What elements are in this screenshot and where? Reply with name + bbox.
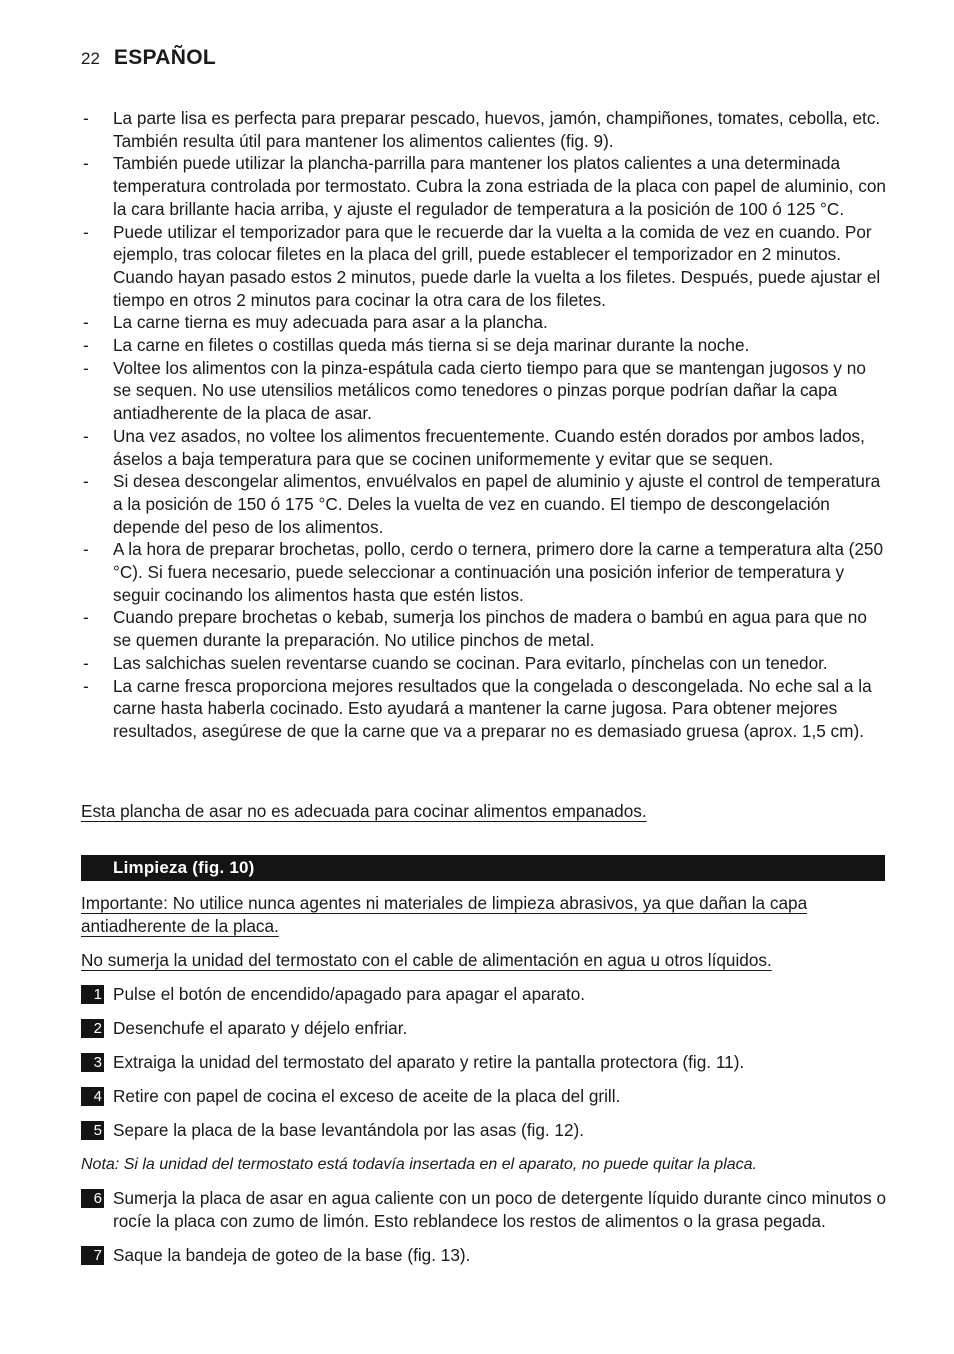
tip-text: Voltee los alimentos con la pinza-espátula cada cierto tiempo para que se mantengan jugosos y no se sequen. No use utensilios metálicos como tenedores o pinzas porque podrían dañar la capa antiadherente de la placa de asar. [113, 357, 866, 424]
step-text: Pulse el botón de encendido/apagado para apagar el aparato. [113, 984, 586, 1004]
step-number: 6 [81, 1189, 104, 1208]
warning-immerse-text: No sumerja la unidad del termostato con el cable de alimentación en agua u otros líquidos. [81, 950, 772, 970]
cleaning-steps [81, 983, 887, 1142]
step-item [81, 1187, 887, 1232]
step-number: 4 [81, 1087, 104, 1106]
page-header [81, 46, 216, 74]
list-item [81, 152, 887, 220]
dash-bullet: - [83, 312, 89, 333]
list-item [81, 675, 887, 743]
dash-bullet: - [83, 221, 89, 242]
tip-text: Una vez asados, no voltee los alimentos frecuentemente. Cuando estén dorados por ambos lados, áselos a baja temperatura para que se cocinen uniformemente y evitar que se sequen. [113, 425, 865, 469]
page-number: 22 [81, 49, 100, 68]
list-item [81, 538, 887, 606]
warning-immerse [81, 949, 887, 972]
step-item [81, 1017, 887, 1040]
list-item [81, 470, 887, 538]
tip-text: La carne tierna es muy adecuada para asar a la plancha. [113, 312, 548, 333]
tip-text: Si desea descongelar alimentos, envuélvalos en papel de aluminio y ajuste el control de temperatura a la posición de 150 ó 175 °C. Deles la vuelta de vez en cuando. El tiempo de descongelación depende del peso de los alimentos. [113, 471, 881, 537]
tip-text: La carne fresca proporciona mejores resultados que la congelada o descongelada. No eche sal a la carne hasta haberla cocinado. Esto ayudará a mantener la carne jugosa. Para obtener mejores resultados, asegúrese de que la carne que va a preparar no es demasiado gruesa (aprox. 1,5 cm). [113, 675, 872, 741]
step-number: 1 [81, 985, 104, 1004]
tip-text: Puede utilizar el temporizador para que le recuerde dar la vuelta a la comida de vez en cuando. Por ejemplo, tras colocar filetes en la placa del grill, puede establecer el temporizador en 2 minutos. Cuando hayan pasado estos 2 minutos, puede darle la vuelta a los filetes. Después, puede ajustar el tiempo en otros 2 minutos para cocinar la otra cara de los filetes. [113, 221, 881, 310]
cleaning-steps-continued [81, 1187, 887, 1266]
step-number: 3 [81, 1053, 104, 1072]
warning-abrasive-text: Importante: No utilice nunca agentes ni materiales de limpieza abrasivos, ya que dañan la capa antiadherente de la placa. [81, 893, 808, 936]
dash-bullet: - [83, 675, 89, 696]
step-text: Saque la bandeja de goteo de la base (fig. 13). [113, 1244, 471, 1265]
dash-bullet: - [83, 357, 89, 378]
step-item [81, 983, 887, 1006]
step-item [81, 1085, 887, 1108]
list-item [81, 334, 887, 357]
tip-text: Cuando prepare brochetas o kebab, sumerja los pinchos de madera o bambú en agua para que no se quemen durante la preparación. No utilice pinchos de metal. [113, 607, 867, 651]
dash-bullet: - [83, 652, 89, 673]
list-item [81, 652, 887, 675]
step-text: Sumerja la placa de asar en agua caliente con un poco de detergente líquido durante cinco minutos o rocíe la placa con zumo de limón. Esto reblandece los restos de alimentos o la grasa pegada. [113, 1188, 887, 1231]
list-item [81, 357, 887, 425]
step-text: Separe la placa de la base levantándola por las asas (fig. 12). [113, 1120, 585, 1140]
list-item [81, 606, 887, 651]
dash-bullet: - [83, 108, 89, 128]
step-text: Desenchufe el aparato y déjelo enfriar. [113, 1018, 408, 1038]
tips-list [81, 107, 887, 743]
list-item [81, 311, 887, 334]
warning-breaded [81, 800, 887, 823]
warning-breaded-text: Esta plancha de asar no es adecuada para cocinar alimentos empanados. [81, 801, 647, 821]
step-number: 2 [81, 1019, 104, 1038]
note-text: Nota: Si la unidad del termostato está todavía insertada en el aparato, no puede quitar la placa. [81, 1156, 757, 1173]
section-heading-bar [81, 855, 885, 881]
tip-text: Las salchichas suelen reventarse cuando se cocinan. Para evitarlo, pínchelas con un tenedor. [113, 652, 828, 673]
tip-text: También puede utilizar la plancha-parrilla para mantener los platos calientes a una determinada temperatura controlada por termostato. Cubra la zona estriada de la placa con papel de aluminio, con la cara brillante hacia arriba, y ajuste el regulador de temperatura a la posición de 100 ó 125 °C. [113, 153, 886, 219]
step-text: Retire con papel de cocina el exceso de aceite de la placa del grill. [113, 1086, 621, 1106]
tip-text: La parte lisa es perfecta para preparar pescado, huevos, jamón, champiñones, tomates, cebolla, etc. También resulta útil para mantener los alimentos calientes (fig. 9). [113, 108, 881, 151]
list-item [81, 107, 887, 152]
tip-text: A la hora de preparar brochetas, pollo, cerdo o ternera, primero dore la carne a temperatura alta (250 °C). Si fuera necesario, puede seleccionar a continuación una posición inferior de temperatura y seguir cocinando los alimentos hasta que estén listos. [113, 539, 884, 605]
step-item [81, 1119, 887, 1142]
dash-bullet: - [83, 539, 89, 560]
step-text: Extraiga la unidad del termostato del aparato y retire la pantalla protectora (fig. 11). [113, 1052, 745, 1072]
step-item [81, 1244, 887, 1267]
list-item [81, 221, 887, 312]
dash-bullet: - [83, 607, 89, 628]
dash-bullet: - [83, 153, 89, 174]
step-number: 7 [81, 1246, 104, 1265]
language-heading: ESPAÑOL [113, 46, 216, 69]
step-number: 5 [81, 1121, 104, 1140]
dash-bullet: - [83, 335, 89, 356]
section-title: Limpieza (fig. 10) [113, 858, 255, 877]
step-item [81, 1051, 887, 1074]
list-item [81, 425, 887, 470]
dash-bullet: - [83, 471, 89, 492]
warning-abrasive [81, 892, 887, 938]
tip-text: La carne en filetes o costillas queda más tierna si se deja marinar durante la noche. [113, 335, 750, 356]
dash-bullet: - [83, 425, 89, 446]
